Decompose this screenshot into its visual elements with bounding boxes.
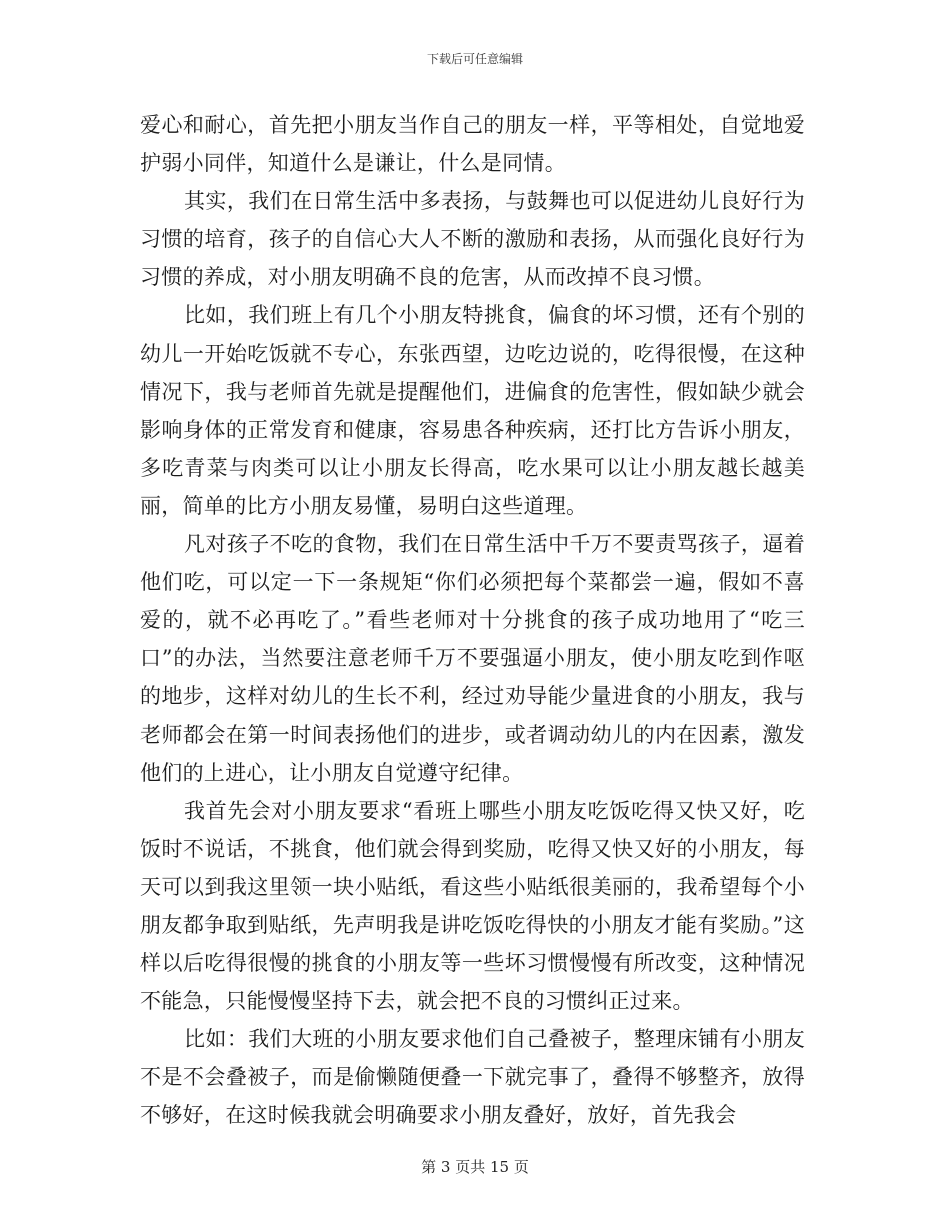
paragraph-6: 比如：我们大班的小朋友要求他们自己叠被子，整理床铺有小朋友不是不会叠被子，而是偷懒随便叠一下就完事了，叠得不够整齐，放得不够好，在这时候我就会明确要求小朋友叠好，放好，首先我会 [140,1027,805,1128]
paragraph-1: 爱心和耐心，首先把小朋友当作自己的朋友一样，平等相处，自觉地爱护弱小同伴，知道什么是谦让，什么是同情。 [140,113,805,176]
paragraph-5: 我首先会对小朋友要求“看班上哪些小朋友吃饭吃得又快又好，吃饭时不说话，不挑食，他们就会得到奖励，吃得又快又好的小朋友，每天可以到我这里领一块小贴纸，看这些小贴纸很美丽的，我希望每个小朋友都争取到贴纸，先声明我是讲吃饭吃得快的小朋友才能有奖励。”这样以后吃得很慢的挑食的小朋友等一些坏习惯慢慢有所改变，这种情况不能急，只能慢慢坚持下去，就会把不良的习惯纠正过来。 [140,798,805,1014]
page-number-footer: 第 3 页共 15 页 [421,1158,529,1176]
page-header: 下载后可任意编辑 [426,52,523,66]
paragraph-2: 其实，我们在日常生活中多表扬，与鼓舞也可以促进幼儿良好行为习惯的培育，孩子的自信心大人不断的激励和表扬，从而强化良好行为习惯的养成，对小朋友明确不良的危害，从而改掉不良习惯。 [140,189,805,290]
paragraph-3: 比如，我们班上有几个小朋友特挑食，偏食的坏习惯，还有个别的幼儿一开始吃饭就不专心，东张西望，边吃边说的，吃得很慢，在这种情况下，我与老师首先就是提醒他们，进偏食的危害性，假如缺少就会影响身体的正常发育和健康，容易患各种疾病，还打比方告诉小朋友，多吃青菜与肉类可以让小朋友长得高，吃水果可以让小朋友越长越美丽，简单的比方小朋友易懂，易明白这些道理。 [140,303,805,518]
paragraph-4: 凡对孩子不吃的食物，我们在日常生活中千万不要责骂孩子，逼着他们吃，可以定一下一条规矩“你们必须把每个菜都尝一遍，假如不喜爱的，就不必再吃了。”看些老师对十分挑食的孩子成功地用了“吃三口”的办法，当然要注意老师千万不要强逼小朋友，使小朋友吃到作呕的地步，这样对幼儿的生长不利，经过劝导能少量进食的小朋友，我与老师都会在第一时间表扬他们的进步，或者调动幼儿的内在因素，激发他们的上进心，让小朋友自觉遵守纪律。 [140,532,805,785]
document-body [140,106,805,1135]
